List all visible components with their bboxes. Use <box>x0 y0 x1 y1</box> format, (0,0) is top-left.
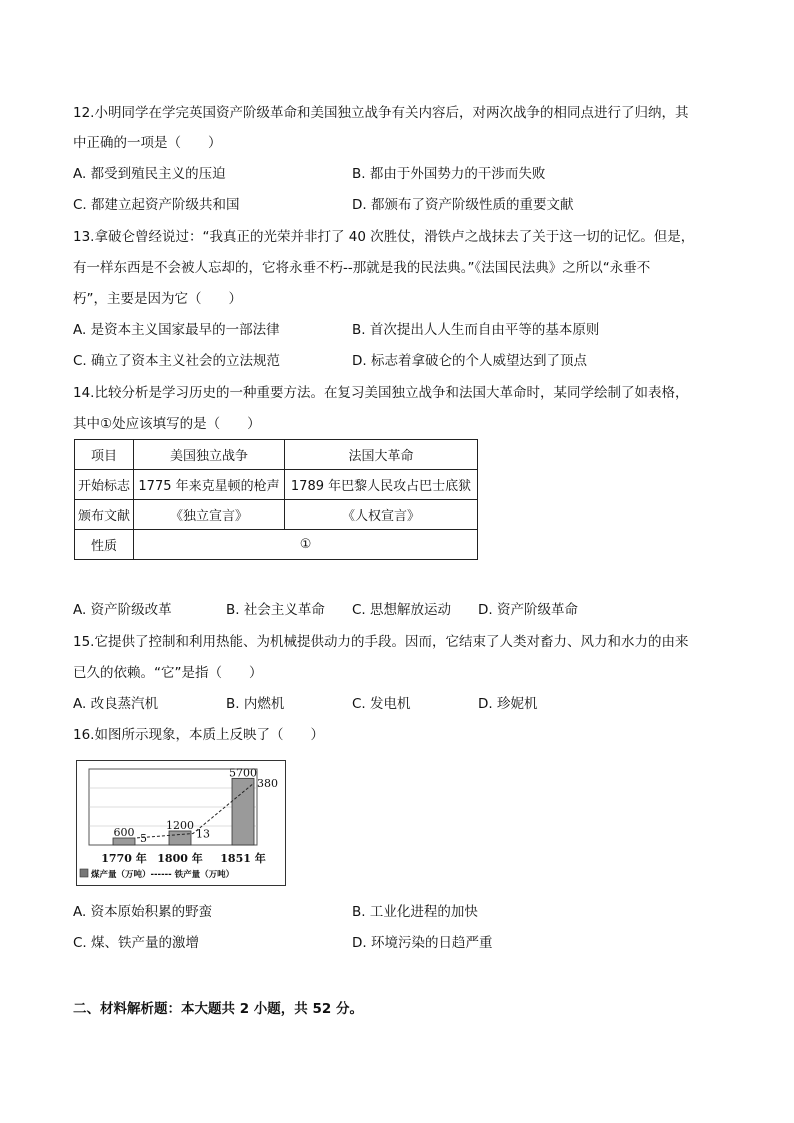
q12-stem-line1: 12.小明同学在学完英国资产阶级革命和美国独立战争有关内容后，对两次战争的相同点进行了归纳，其 <box>73 105 689 121</box>
x-tick-label: 1800 年 <box>157 852 203 865</box>
q12-option-c: C. 都建立起资产阶级共和国 <box>73 197 240 213</box>
coal-bar <box>232 778 254 845</box>
q14-option-c: C. 思想解放运动 <box>352 602 452 618</box>
x-tick-label: 1770 年 <box>101 852 147 865</box>
q14-option-b: B. 社会主义革命 <box>226 602 325 618</box>
table-cell: 性质 <box>75 530 134 560</box>
table-cell: 1789 年巴黎人民攻占巴士底狱 <box>285 470 478 500</box>
q14-stem-line1: 14.比较分析是学习历史的一种重要方法。在复习美国独立战争和法国大革命时，某同学绘制了如表格， <box>73 385 689 401</box>
q13-option-a: A. 是资本主义国家最早的一部法律 <box>73 322 280 338</box>
q12-option-d: D. 都颁布了资产阶级性质的重要文献 <box>352 197 574 213</box>
q14-option-a: A. 资产阶级改革 <box>73 602 172 618</box>
table-row <box>75 500 478 530</box>
q14-stem-line2: 其中①处应该填写的是（ ） <box>73 416 261 432</box>
table-cell: 法国大革命 <box>285 440 478 470</box>
q13-stem-line2: 有一样东西是不会被人忘却的，它将永垂不朽--那就是我的民法典。”《法国民法典》之所以“永垂不 <box>73 260 651 276</box>
q16-option-a: A. 资本原始积累的野蛮 <box>73 904 213 920</box>
legend-text: 煤产量（万吨）------ 铁产量（万吨） <box>91 870 235 880</box>
table-cell: 美国独立战争 <box>134 440 285 470</box>
legend-coal-swatch <box>80 869 88 877</box>
q13-option-d: D. 标志着拿破仑的个人威望达到了顶点 <box>352 353 587 369</box>
q13-stem-line1: 13.拿破仑曾经说过：“我真正的光荣并非打了 40 次胜仗，滑铁卢之战抹去了关于这一切的记忆。但是， <box>73 229 695 245</box>
q13-option-b: B. 首次提出人人生而自由平等的基本原则 <box>352 322 600 338</box>
q15-option-d: D. 珍妮机 <box>478 696 538 712</box>
coal-value-label: 5700 <box>229 766 257 780</box>
section-heading: 二、材料解析题：本大题共 2 小题，共 52 分。 <box>73 1001 363 1017</box>
iron-value-label: 13 <box>196 827 210 841</box>
q14-option-d: D. 资产阶级革命 <box>478 602 578 618</box>
chart-canvas <box>77 761 285 885</box>
iron-value-label: 380 <box>257 777 278 790</box>
x-tick-label: 1851 年 <box>220 852 266 865</box>
q15-stem-line1: 15.它提供了控制和利用热能、为机械提供动力的手段。因而，它结束了人类对畜力、风力和水力的由来 <box>73 634 689 650</box>
q12-option-a: A. 都受到殖民主义的压迫 <box>73 166 226 182</box>
table-row <box>75 470 478 500</box>
q12-option-b: B. 都由于外国势力的干涉而失败 <box>352 166 546 182</box>
q16-option-b: B. 工业化进程的加快 <box>352 904 478 920</box>
table-cell: 项目 <box>75 440 134 470</box>
table-cell: 开始标志 <box>75 470 134 500</box>
iron-value-label: 5 <box>140 831 147 845</box>
coal-iron-chart <box>76 760 286 886</box>
q16-stem-line1: 16.如图所示现象，本质上反映了（ ） <box>73 727 324 743</box>
table-row <box>75 530 478 560</box>
q12-stem-line2: 中正确的一项是（ ） <box>73 135 222 151</box>
table-cell: 1775 年来克星顿的枪声 <box>134 470 285 500</box>
q15-option-c: C. 发电机 <box>352 696 411 712</box>
table-cell: 《人权宣言》 <box>285 500 478 530</box>
table-cell: ① <box>134 530 478 560</box>
table-cell: 颁布文献 <box>75 500 134 530</box>
coal-bar <box>169 831 191 845</box>
q16-option-c: C. 煤、铁产量的激增 <box>73 935 200 951</box>
coal-value-label: 600 <box>113 825 135 839</box>
table-cell: 《独立宣言》 <box>134 500 285 530</box>
q13-stem-line3: 朽”，主要是因为它（ ） <box>73 291 242 307</box>
q15-stem-line2: 已久的依赖。“它”是指（ ） <box>73 665 263 681</box>
comparison-table <box>74 439 478 560</box>
q15-option-a: A. 改良蒸汽机 <box>73 696 159 712</box>
q15-option-b: B. 内燃机 <box>226 696 285 712</box>
q16-option-d: D. 环境污染的日趋严重 <box>352 935 493 951</box>
table-row <box>75 440 478 470</box>
q13-option-c: C. 确立了资本主义社会的立法规范 <box>73 353 281 369</box>
coal-bar <box>113 838 135 845</box>
coal-value-label: 1200 <box>166 818 194 832</box>
